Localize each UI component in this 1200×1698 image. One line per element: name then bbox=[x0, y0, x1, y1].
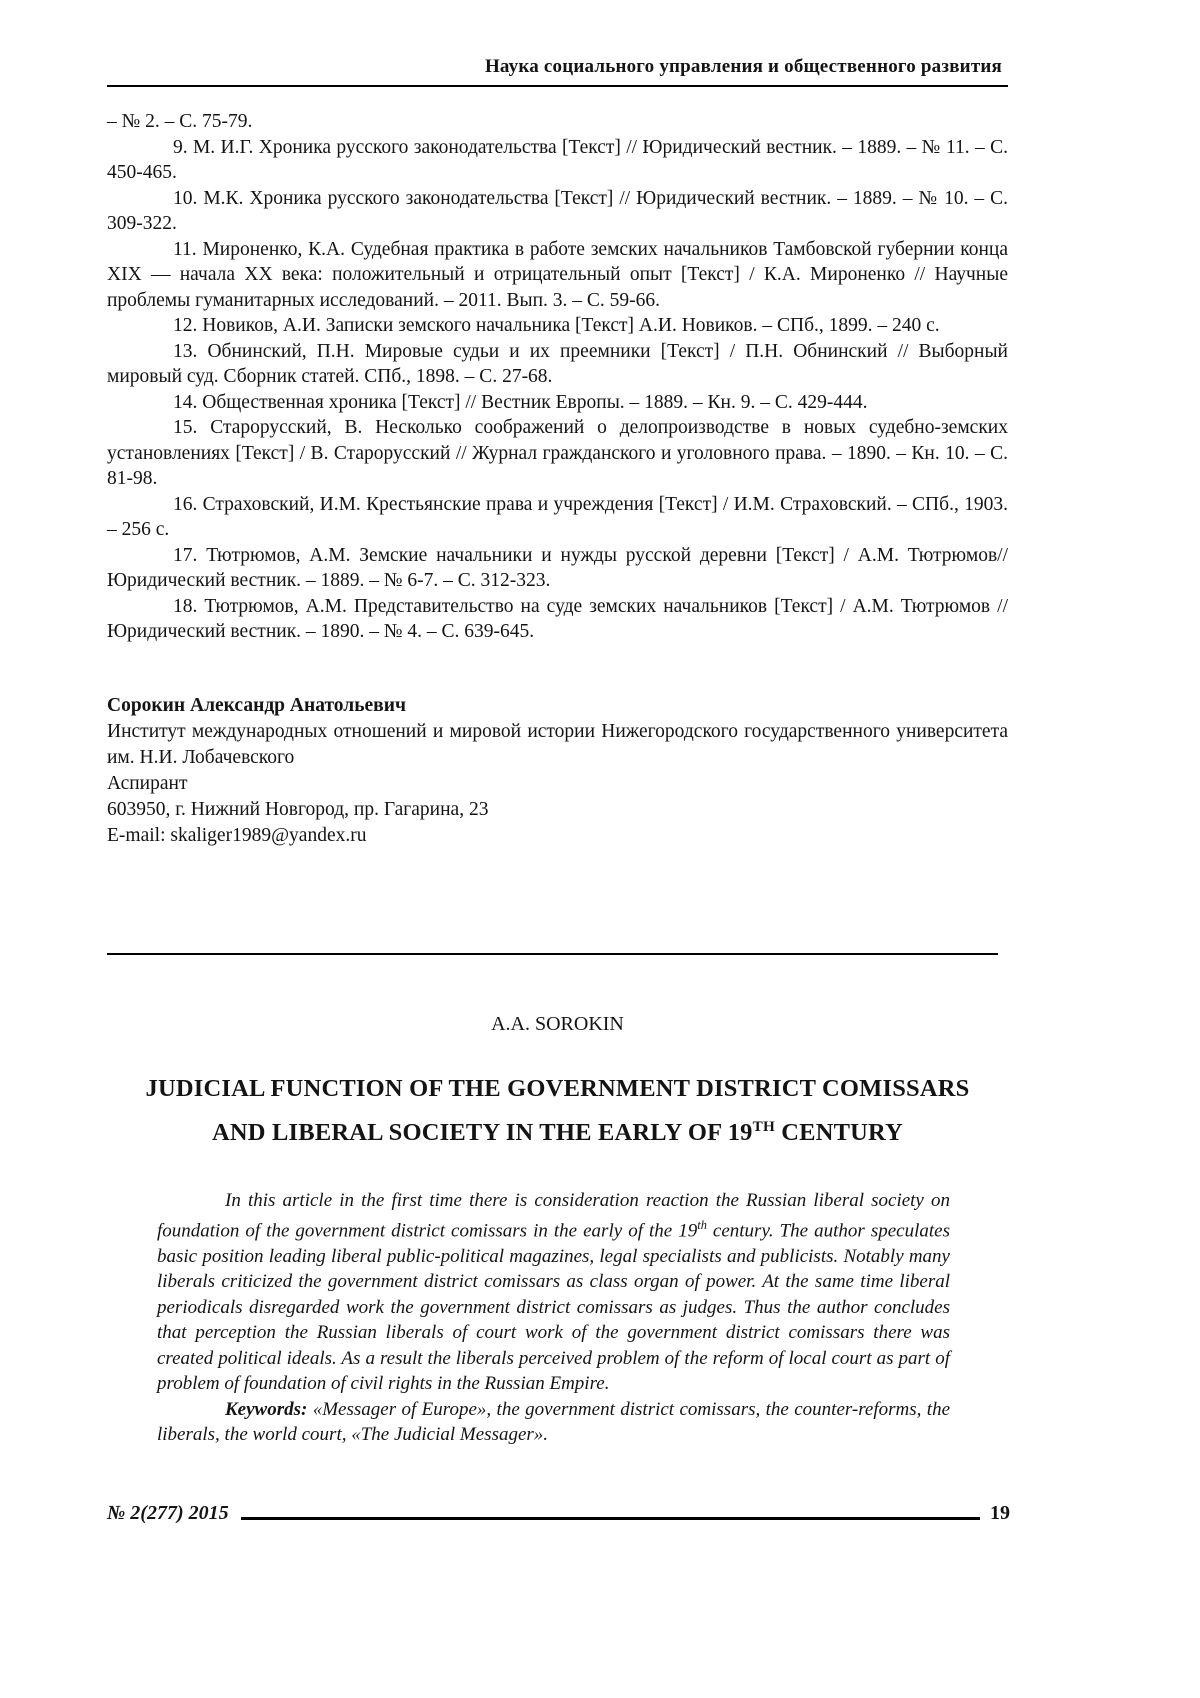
reference-item: 15. Старорусский, В. Несколько соображений о делопроизводстве в новых судебно-земских установлениях [Текст] / В. Старорусский // Журнал гражданского и уголовного права. – 1890. – Кн. 10. – С. 81-98. bbox=[107, 417, 1008, 489]
reference-item: 11. Мироненко, К.А. Судебная практика в работе земских начальников Тамбовской губернии конца XIX — начала XX века: положительный и отрицательный опыт [Текст] / К.А. Мироненко // Научные проблемы гуманитарных исследований. – 2011. Вып. 3. – С. 59-66. bbox=[107, 238, 1008, 311]
author-email: E-mail: skaliger1989@yandex.ru bbox=[107, 824, 367, 846]
title-superscript: TH bbox=[752, 1117, 775, 1135]
reference-item: 9. М. И.Г. Хроника русского законодательства [Текст] // Юридический вестник. – 1889. – № 11. – С. 450-465. bbox=[107, 136, 1008, 183]
article-title-line-2: AND LIBERAL SOCIETY IN THE EARLY OF 19TH CENTURY bbox=[212, 1117, 903, 1146]
keywords-paragraph bbox=[157, 1397, 950, 1448]
abstract-block bbox=[107, 1188, 1008, 1448]
abstract-superscript: th bbox=[697, 1218, 707, 1233]
footer-rule bbox=[241, 1517, 980, 1520]
reference-item: 17. Тютрюмов, А.М. Земские начальники и нужды русской деревни [Текст] / А.М. Тютрюмов// Юридический вестник. – 1889. – № 6-7. – С. 312-323. bbox=[107, 544, 1008, 591]
reference-continuation: – № 2. – С. 75-79. bbox=[107, 111, 253, 132]
article-title-line-1: JUDICIAL FUNCTION OF THE GOVERNMENT DISTRICT COMISSARS bbox=[145, 1074, 970, 1102]
reference-item: 18. Тютрюмов, А.М. Представительство на суде земских начальников [Текст] / А.М. Тютрюмов // Юридический вестник. – 1890. – № 4. – С. 639-645. bbox=[107, 595, 1008, 642]
keywords-text: «Messager of Europe», the government district comissars, the counter-reforms, the liberals, the world court, «The Judicial Messager». bbox=[157, 1398, 950, 1446]
footer-page-number: 19 bbox=[990, 1502, 1010, 1524]
article-title bbox=[107, 1070, 1008, 1152]
footer-issue-number: № 2(277) 2015 bbox=[107, 1502, 229, 1524]
reference-item: 12. Новиков, А.И. Записки земского начальника [Текст] А.И. Новиков. – СПб., 1899. – 240 с. bbox=[173, 315, 940, 336]
english-author: A.A. SOROKIN bbox=[491, 1012, 624, 1035]
keywords-label: Keywords: bbox=[225, 1398, 308, 1420]
references-list bbox=[107, 109, 1008, 645]
page-footer bbox=[107, 1502, 1010, 1525]
reference-item: 16. Страховский, И.М. Крестьянские права и учреждения [Текст] / И.М. Страховский. – СПб., 1903. – 256 с. bbox=[107, 493, 1008, 540]
journal-header bbox=[107, 56, 1008, 87]
author-address: 603950, г. Нижний Новгород, пр. Гагарина, 23 bbox=[107, 798, 489, 820]
journal-title: Наука социального управления и общественного развития bbox=[484, 56, 1002, 77]
reference-item: 14. Общественная хроника [Текст] // Вестник Европы. – 1889. – Кн. 9. – С. 429-444. bbox=[173, 391, 868, 413]
author-name: Сорокин Александр Анатольевич bbox=[107, 694, 406, 716]
reference-item: 13. Обнинский, П.Н. Мировые судьи и их преемники [Текст] / П.Н. Обнинский // Выборный мировый суд. Сборник статей. СПб., 1898. – С. 27-68. bbox=[107, 340, 1008, 387]
author-affiliation: Институт международных отношений и мировой истории Нижегородского государственного университета им. Н.И. Лобачевского bbox=[107, 720, 1008, 768]
abstract-paragraph: In this article in the first time there is consideration reaction the Russian liberal society on foundation of the government district comissars in the early of the 19th century. The author speculates basic position leading liberal public-political magazines, legal specialists and publicists. Notably many liberals criticized the government district comissars as class organ of power. At the same time liberal periodicals disregarded work the government district comissars as judges. Thus the author concludes that perception the Russian liberals of court work of the government district comissars there was created political ideals. As a result the liberals perceived problem of the reform of local court as part of problem of foundation of civil rights in the Russian Empire. bbox=[157, 1189, 951, 1395]
author-block bbox=[107, 693, 1008, 849]
reference-item: 10. М.К. Хроника русского законодательства [Текст] // Юридический вестник. – 1889. – № 10. – С. 309-322. bbox=[107, 187, 1008, 234]
author-position: Аспирант bbox=[107, 772, 188, 794]
section-divider bbox=[107, 953, 998, 955]
